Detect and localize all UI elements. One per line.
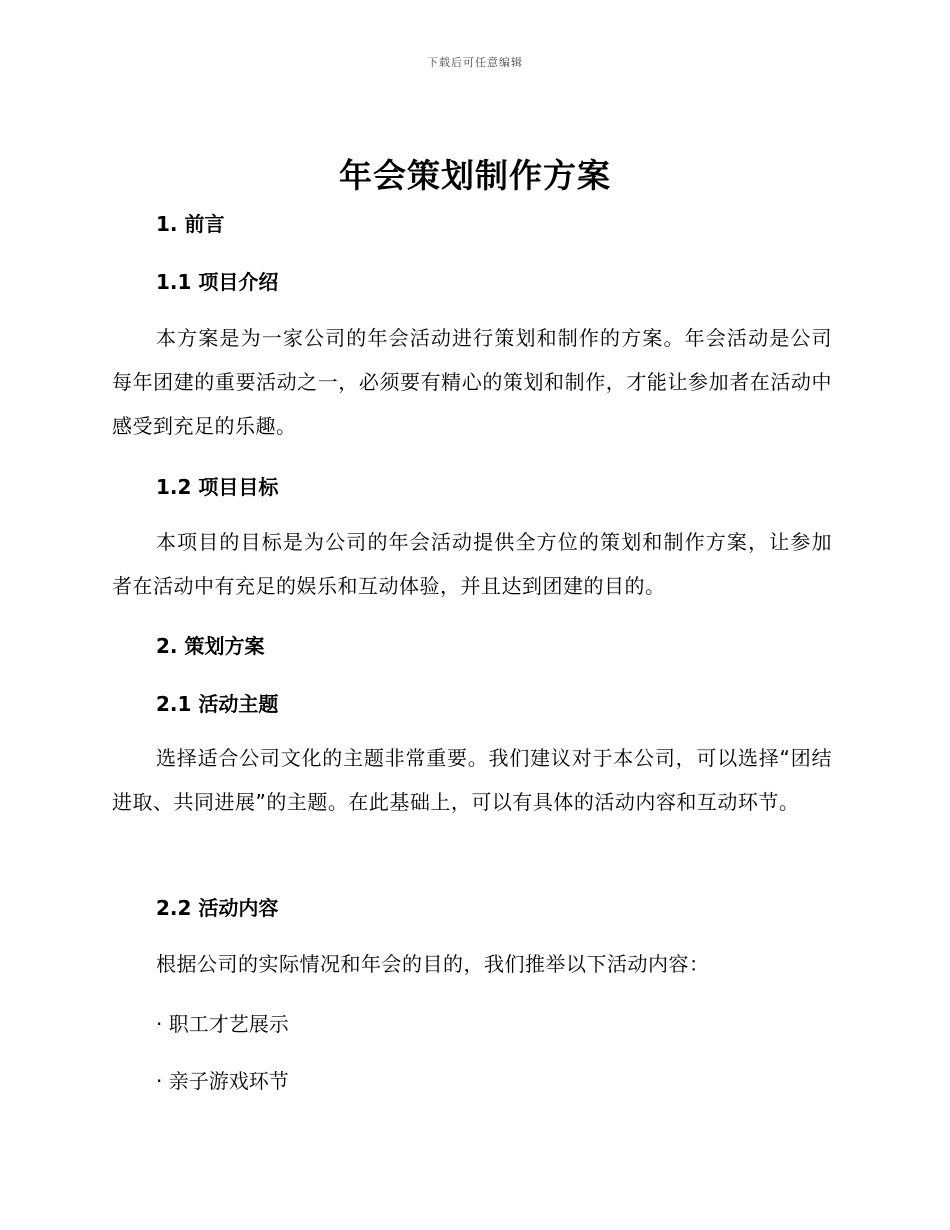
header-note: 下载后可任意编辑 (427, 56, 523, 69)
section-heading-plan: 2. 策划方案 (156, 634, 265, 658)
subsection-heading-theme: 2.1 活动主题 (156, 692, 279, 716)
list-item: · 亲子游戏环节 (156, 1069, 289, 1093)
subsection-heading-project-goal: 1.2 项目目标 (156, 475, 279, 499)
paragraph-project-intro: 本方案是为一家公司的年会活动进行策划和制作的方案。年会活动是公司每年团建的重要活动之一，必须要有精心的策划和制作，才能让参加者在活动中感受到充足的乐趣。 (112, 326, 832, 438)
paragraph-theme: 选择适合公司文化的主题非常重要。我们建议对于本公司，可以选择“团结进取、共同进展”的主题。在此基础上，可以有具体的活动内容和互动环节。 (112, 746, 832, 814)
subsection-heading-project-intro: 1.1 项目介绍 (156, 270, 279, 294)
document-title: 年会策划制作方案 (339, 156, 611, 195)
paragraph-content: 根据公司的实际情况和年会的目的，我们推举以下活动内容： (156, 952, 710, 976)
paragraph-project-goal: 本项目的目标是为公司的年会活动提供全方位的策划和制作方案，让参加者在活动中有充足的娱乐和互动体验，并且达到团建的目的。 (112, 530, 832, 598)
list-item: · 职工才艺展示 (156, 1012, 289, 1036)
section-heading-preface: 1. 前言 (156, 212, 225, 236)
subsection-heading-content: 2.2 活动内容 (156, 896, 279, 920)
